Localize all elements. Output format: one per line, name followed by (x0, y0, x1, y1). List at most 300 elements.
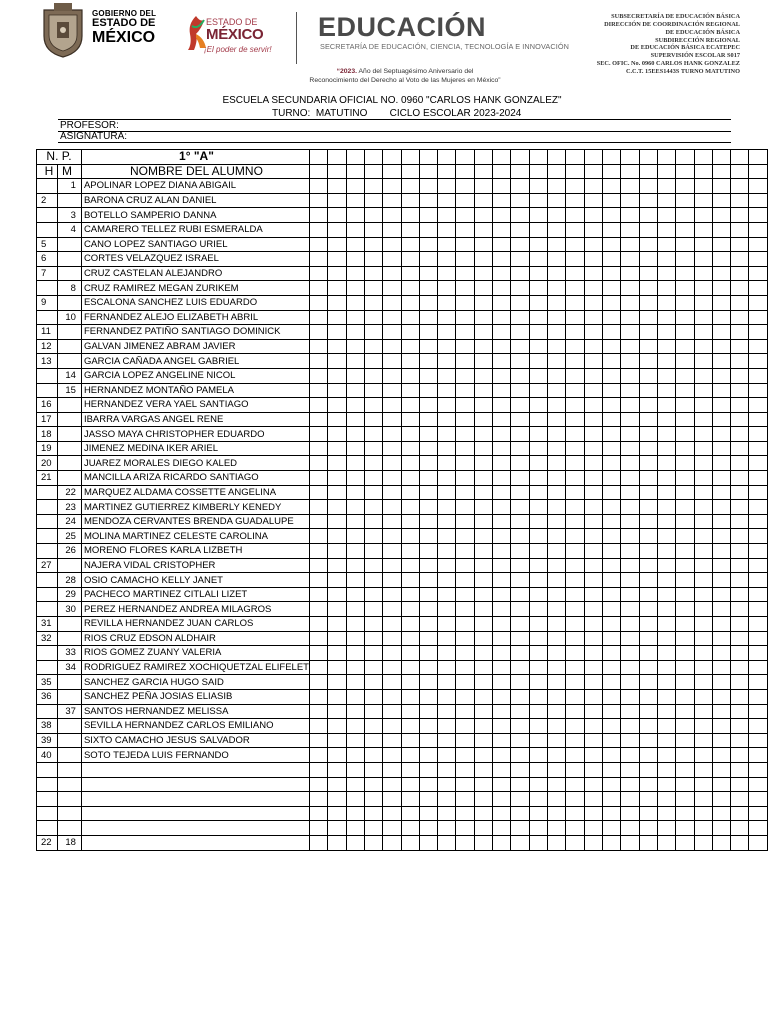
grade-cell[interactable] (309, 835, 327, 850)
grade-cell[interactable] (383, 762, 401, 777)
grade-cell[interactable] (493, 441, 511, 456)
grade-cell[interactable] (566, 544, 584, 559)
grade-cell[interactable] (419, 573, 437, 588)
grade-cell[interactable] (511, 733, 529, 748)
grade-cell[interactable] (456, 398, 474, 413)
grade-cell[interactable] (694, 485, 712, 500)
grade-cell[interactable] (621, 208, 639, 223)
grade-cell[interactable] (731, 150, 749, 165)
grade-cell[interactable] (639, 383, 657, 398)
grade-cell[interactable] (438, 398, 456, 413)
grade-cell[interactable] (657, 748, 675, 763)
grade-cell[interactable] (474, 164, 492, 179)
grade-cell[interactable] (621, 587, 639, 602)
grade-cell[interactable] (474, 733, 492, 748)
grade-cell[interactable] (511, 500, 529, 515)
grade-cell[interactable] (566, 675, 584, 690)
grade-cell[interactable] (529, 529, 547, 544)
grade-cell[interactable] (584, 602, 602, 617)
grade-cell[interactable] (548, 762, 566, 777)
grade-cell[interactable] (712, 631, 730, 646)
grade-cell[interactable] (639, 237, 657, 252)
grade-cell[interactable] (401, 281, 419, 296)
grade-cell[interactable] (401, 412, 419, 427)
grade-cell[interactable] (529, 617, 547, 632)
grade-cell[interactable] (309, 792, 327, 807)
grade-cell[interactable] (401, 821, 419, 836)
grade-cell[interactable] (712, 398, 730, 413)
grade-cell[interactable] (731, 646, 749, 661)
grade-cell[interactable] (364, 631, 382, 646)
grade-cell[interactable] (731, 310, 749, 325)
grade-cell[interactable] (511, 748, 529, 763)
grade-cell[interactable] (438, 471, 456, 486)
grade-cell[interactable] (383, 733, 401, 748)
grade-cell[interactable] (456, 777, 474, 792)
grade-cell[interactable] (438, 835, 456, 850)
grade-cell[interactable] (621, 471, 639, 486)
grade-cell[interactable] (694, 179, 712, 194)
grade-cell[interactable] (419, 660, 437, 675)
grade-cell[interactable] (584, 587, 602, 602)
grade-cell[interactable] (676, 835, 694, 850)
grade-cell[interactable] (657, 427, 675, 442)
grade-cell[interactable] (474, 835, 492, 850)
grade-cell[interactable] (474, 354, 492, 369)
grade-cell[interactable] (383, 602, 401, 617)
grade-cell[interactable] (401, 441, 419, 456)
grade-cell[interactable] (456, 762, 474, 777)
grade-cell[interactable] (529, 266, 547, 281)
grade-cell[interactable] (602, 208, 620, 223)
grade-cell[interactable] (383, 558, 401, 573)
grade-cell[interactable] (621, 193, 639, 208)
grade-cell[interactable] (511, 383, 529, 398)
grade-cell[interactable] (621, 689, 639, 704)
grade-cell[interactable] (584, 835, 602, 850)
grade-cell[interactable] (657, 602, 675, 617)
grade-cell[interactable] (383, 689, 401, 704)
grade-cell[interactable] (419, 835, 437, 850)
grade-cell[interactable] (621, 427, 639, 442)
grade-cell[interactable] (566, 646, 584, 661)
grade-cell[interactable] (401, 150, 419, 165)
grade-cell[interactable] (712, 821, 730, 836)
grade-cell[interactable] (456, 631, 474, 646)
grade-cell[interactable] (529, 427, 547, 442)
grade-cell[interactable] (676, 208, 694, 223)
grade-cell[interactable] (548, 835, 566, 850)
grade-cell[interactable] (401, 471, 419, 486)
grade-cell[interactable] (548, 179, 566, 194)
grade-cell[interactable] (419, 266, 437, 281)
grade-cell[interactable] (566, 733, 584, 748)
grade-cell[interactable] (584, 733, 602, 748)
grade-cell[interactable] (712, 500, 730, 515)
grade-cell[interactable] (419, 558, 437, 573)
grade-cell[interactable] (511, 485, 529, 500)
grade-cell[interactable] (474, 689, 492, 704)
grade-cell[interactable] (749, 500, 768, 515)
grade-cell[interactable] (548, 252, 566, 267)
grade-cell[interactable] (383, 398, 401, 413)
grade-cell[interactable] (566, 500, 584, 515)
grade-cell[interactable] (493, 398, 511, 413)
grade-cell[interactable] (493, 689, 511, 704)
grade-cell[interactable] (621, 631, 639, 646)
grade-cell[interactable] (346, 368, 364, 383)
grade-cell[interactable] (438, 587, 456, 602)
grade-cell[interactable] (566, 471, 584, 486)
grade-cell[interactable] (529, 339, 547, 354)
grade-cell[interactable] (584, 792, 602, 807)
grade-cell[interactable] (694, 821, 712, 836)
grade-cell[interactable] (694, 398, 712, 413)
grade-cell[interactable] (584, 689, 602, 704)
grade-cell[interactable] (401, 354, 419, 369)
grade-cell[interactable] (712, 529, 730, 544)
grade-cell[interactable] (749, 660, 768, 675)
grade-cell[interactable] (474, 631, 492, 646)
grade-cell[interactable] (731, 719, 749, 734)
grade-cell[interactable] (694, 427, 712, 442)
grade-cell[interactable] (602, 295, 620, 310)
grade-cell[interactable] (731, 441, 749, 456)
grade-cell[interactable] (731, 777, 749, 792)
grade-cell[interactable] (419, 689, 437, 704)
grade-cell[interactable] (493, 514, 511, 529)
grade-cell[interactable] (493, 325, 511, 340)
grade-cell[interactable] (474, 339, 492, 354)
grade-cell[interactable] (474, 368, 492, 383)
grade-cell[interactable] (639, 602, 657, 617)
grade-cell[interactable] (602, 339, 620, 354)
grade-cell[interactable] (749, 806, 768, 821)
grade-cell[interactable] (712, 456, 730, 471)
grade-cell[interactable] (383, 544, 401, 559)
grade-cell[interactable] (511, 339, 529, 354)
grade-cell[interactable] (657, 208, 675, 223)
grade-cell[interactable] (657, 310, 675, 325)
grade-cell[interactable] (383, 266, 401, 281)
grade-cell[interactable] (602, 398, 620, 413)
grade-cell[interactable] (493, 675, 511, 690)
grade-cell[interactable] (511, 208, 529, 223)
grade-cell[interactable] (364, 500, 382, 515)
grade-cell[interactable] (456, 237, 474, 252)
grade-cell[interactable] (639, 821, 657, 836)
grade-cell[interactable] (474, 719, 492, 734)
grade-cell[interactable] (511, 471, 529, 486)
grade-cell[interactable] (548, 617, 566, 632)
grade-cell[interactable] (694, 383, 712, 398)
grade-cell[interactable] (346, 310, 364, 325)
grade-cell[interactable] (621, 821, 639, 836)
grade-cell[interactable] (493, 806, 511, 821)
grade-cell[interactable] (676, 792, 694, 807)
grade-cell[interactable] (456, 281, 474, 296)
grade-cell[interactable] (639, 150, 657, 165)
grade-cell[interactable] (529, 777, 547, 792)
grade-cell[interactable] (438, 339, 456, 354)
grade-cell[interactable] (584, 222, 602, 237)
grade-cell[interactable] (584, 660, 602, 675)
grade-cell[interactable] (328, 368, 346, 383)
grade-cell[interactable] (364, 150, 382, 165)
grade-cell[interactable] (731, 339, 749, 354)
grade-cell[interactable] (639, 660, 657, 675)
grade-cell[interactable] (657, 587, 675, 602)
grade-cell[interactable] (401, 500, 419, 515)
grade-cell[interactable] (383, 675, 401, 690)
grade-cell[interactable] (346, 587, 364, 602)
grade-cell[interactable] (602, 821, 620, 836)
grade-cell[interactable] (639, 252, 657, 267)
grade-cell[interactable] (328, 587, 346, 602)
grade-cell[interactable] (694, 835, 712, 850)
grade-cell[interactable] (456, 354, 474, 369)
grade-cell[interactable] (401, 835, 419, 850)
grade-cell[interactable] (309, 164, 327, 179)
grade-cell[interactable] (474, 558, 492, 573)
grade-cell[interactable] (383, 150, 401, 165)
grade-cell[interactable] (566, 821, 584, 836)
grade-cell[interactable] (694, 617, 712, 632)
grade-cell[interactable] (548, 325, 566, 340)
grade-cell[interactable] (621, 544, 639, 559)
grade-cell[interactable] (548, 208, 566, 223)
grade-cell[interactable] (346, 762, 364, 777)
grade-cell[interactable] (401, 266, 419, 281)
grade-cell[interactable] (511, 719, 529, 734)
grade-cell[interactable] (548, 485, 566, 500)
grade-cell[interactable] (328, 412, 346, 427)
grade-cell[interactable] (621, 646, 639, 661)
grade-cell[interactable] (529, 222, 547, 237)
grade-cell[interactable] (474, 704, 492, 719)
grade-cell[interactable] (364, 660, 382, 675)
grade-cell[interactable] (328, 733, 346, 748)
grade-cell[interactable] (749, 529, 768, 544)
grade-cell[interactable] (566, 281, 584, 296)
grade-cell[interactable] (548, 164, 566, 179)
grade-cell[interactable] (731, 514, 749, 529)
grade-cell[interactable] (621, 383, 639, 398)
grade-cell[interactable] (712, 675, 730, 690)
grade-cell[interactable] (511, 602, 529, 617)
grade-cell[interactable] (401, 806, 419, 821)
grade-cell[interactable] (731, 252, 749, 267)
grade-cell[interactable] (309, 514, 327, 529)
grade-cell[interactable] (346, 689, 364, 704)
grade-cell[interactable] (749, 208, 768, 223)
grade-cell[interactable] (328, 529, 346, 544)
grade-cell[interactable] (676, 777, 694, 792)
grade-cell[interactable] (419, 704, 437, 719)
grade-cell[interactable] (456, 514, 474, 529)
grade-cell[interactable] (639, 500, 657, 515)
grade-cell[interactable] (419, 412, 437, 427)
grade-cell[interactable] (657, 266, 675, 281)
grade-cell[interactable] (383, 193, 401, 208)
grade-cell[interactable] (364, 252, 382, 267)
grade-cell[interactable] (346, 427, 364, 442)
grade-cell[interactable] (566, 150, 584, 165)
grade-cell[interactable] (401, 646, 419, 661)
grade-cell[interactable] (529, 237, 547, 252)
grade-cell[interactable] (639, 427, 657, 442)
grade-cell[interactable] (309, 295, 327, 310)
grade-cell[interactable] (657, 164, 675, 179)
grade-cell[interactable] (694, 762, 712, 777)
grade-cell[interactable] (548, 412, 566, 427)
grade-cell[interactable] (712, 164, 730, 179)
grade-cell[interactable] (493, 222, 511, 237)
grade-cell[interactable] (621, 441, 639, 456)
grade-cell[interactable] (694, 222, 712, 237)
grade-cell[interactable] (602, 427, 620, 442)
grade-cell[interactable] (419, 164, 437, 179)
grade-cell[interactable] (493, 471, 511, 486)
grade-cell[interactable] (346, 179, 364, 194)
grade-cell[interactable] (694, 150, 712, 165)
grade-cell[interactable] (602, 660, 620, 675)
grade-cell[interactable] (548, 193, 566, 208)
grade-cell[interactable] (694, 646, 712, 661)
grade-cell[interactable] (511, 164, 529, 179)
grade-cell[interactable] (401, 208, 419, 223)
grade-cell[interactable] (621, 573, 639, 588)
grade-cell[interactable] (694, 456, 712, 471)
grade-cell[interactable] (456, 310, 474, 325)
grade-cell[interactable] (694, 295, 712, 310)
grade-cell[interactable] (749, 325, 768, 340)
grade-cell[interactable] (364, 646, 382, 661)
grade-cell[interactable] (676, 310, 694, 325)
grade-cell[interactable] (529, 806, 547, 821)
grade-cell[interactable] (548, 281, 566, 296)
grade-cell[interactable] (548, 471, 566, 486)
grade-cell[interactable] (749, 368, 768, 383)
grade-cell[interactable] (657, 529, 675, 544)
grade-cell[interactable] (712, 150, 730, 165)
grade-cell[interactable] (731, 208, 749, 223)
grade-cell[interactable] (676, 281, 694, 296)
grade-cell[interactable] (456, 558, 474, 573)
grade-cell[interactable] (419, 646, 437, 661)
grade-cell[interactable] (346, 558, 364, 573)
grade-cell[interactable] (309, 529, 327, 544)
grade-cell[interactable] (676, 412, 694, 427)
grade-cell[interactable] (657, 646, 675, 661)
grade-cell[interactable] (419, 806, 437, 821)
grade-cell[interactable] (493, 193, 511, 208)
grade-cell[interactable] (419, 427, 437, 442)
grade-cell[interactable] (694, 777, 712, 792)
grade-cell[interactable] (364, 368, 382, 383)
grade-cell[interactable] (474, 398, 492, 413)
grade-cell[interactable] (657, 689, 675, 704)
grade-cell[interactable] (712, 646, 730, 661)
grade-cell[interactable] (401, 704, 419, 719)
grade-cell[interactable] (657, 675, 675, 690)
grade-cell[interactable] (694, 325, 712, 340)
grade-cell[interactable] (419, 485, 437, 500)
grade-cell[interactable] (639, 762, 657, 777)
grade-cell[interactable] (657, 485, 675, 500)
grade-cell[interactable] (474, 222, 492, 237)
grade-cell[interactable] (493, 427, 511, 442)
grade-cell[interactable] (694, 587, 712, 602)
grade-cell[interactable] (364, 310, 382, 325)
grade-cell[interactable] (529, 150, 547, 165)
grade-cell[interactable] (346, 237, 364, 252)
grade-cell[interactable] (548, 266, 566, 281)
grade-cell[interactable] (383, 806, 401, 821)
grade-cell[interactable] (309, 660, 327, 675)
grade-cell[interactable] (639, 777, 657, 792)
grade-cell[interactable] (346, 835, 364, 850)
grade-cell[interactable] (639, 325, 657, 340)
grade-cell[interactable] (566, 310, 584, 325)
grade-cell[interactable] (602, 675, 620, 690)
grade-cell[interactable] (657, 325, 675, 340)
grade-cell[interactable] (309, 631, 327, 646)
grade-cell[interactable] (383, 339, 401, 354)
grade-cell[interactable] (309, 689, 327, 704)
grade-cell[interactable] (493, 500, 511, 515)
grade-cell[interactable] (346, 252, 364, 267)
grade-cell[interactable] (584, 617, 602, 632)
grade-cell[interactable] (621, 558, 639, 573)
grade-cell[interactable] (712, 339, 730, 354)
grade-cell[interactable] (401, 193, 419, 208)
grade-cell[interactable] (657, 471, 675, 486)
grade-cell[interactable] (676, 660, 694, 675)
grade-cell[interactable] (548, 689, 566, 704)
grade-cell[interactable] (419, 179, 437, 194)
grade-cell[interactable] (364, 295, 382, 310)
grade-cell[interactable] (712, 617, 730, 632)
grade-cell[interactable] (438, 500, 456, 515)
grade-cell[interactable] (731, 587, 749, 602)
grade-cell[interactable] (438, 412, 456, 427)
grade-cell[interactable] (364, 281, 382, 296)
grade-cell[interactable] (529, 602, 547, 617)
grade-cell[interactable] (419, 295, 437, 310)
grade-cell[interactable] (309, 762, 327, 777)
grade-cell[interactable] (419, 193, 437, 208)
grade-cell[interactable] (474, 193, 492, 208)
grade-cell[interactable] (511, 587, 529, 602)
grade-cell[interactable] (712, 777, 730, 792)
grade-cell[interactable] (639, 587, 657, 602)
grade-cell[interactable] (548, 514, 566, 529)
grade-cell[interactable] (456, 368, 474, 383)
grade-cell[interactable] (548, 748, 566, 763)
grade-cell[interactable] (511, 689, 529, 704)
grade-cell[interactable] (401, 179, 419, 194)
grade-cell[interactable] (309, 412, 327, 427)
grade-cell[interactable] (364, 266, 382, 281)
grade-cell[interactable] (712, 558, 730, 573)
grade-cell[interactable] (584, 631, 602, 646)
grade-cell[interactable] (694, 281, 712, 296)
grade-cell[interactable] (749, 179, 768, 194)
grade-cell[interactable] (456, 733, 474, 748)
grade-cell[interactable] (456, 806, 474, 821)
grade-cell[interactable] (474, 500, 492, 515)
